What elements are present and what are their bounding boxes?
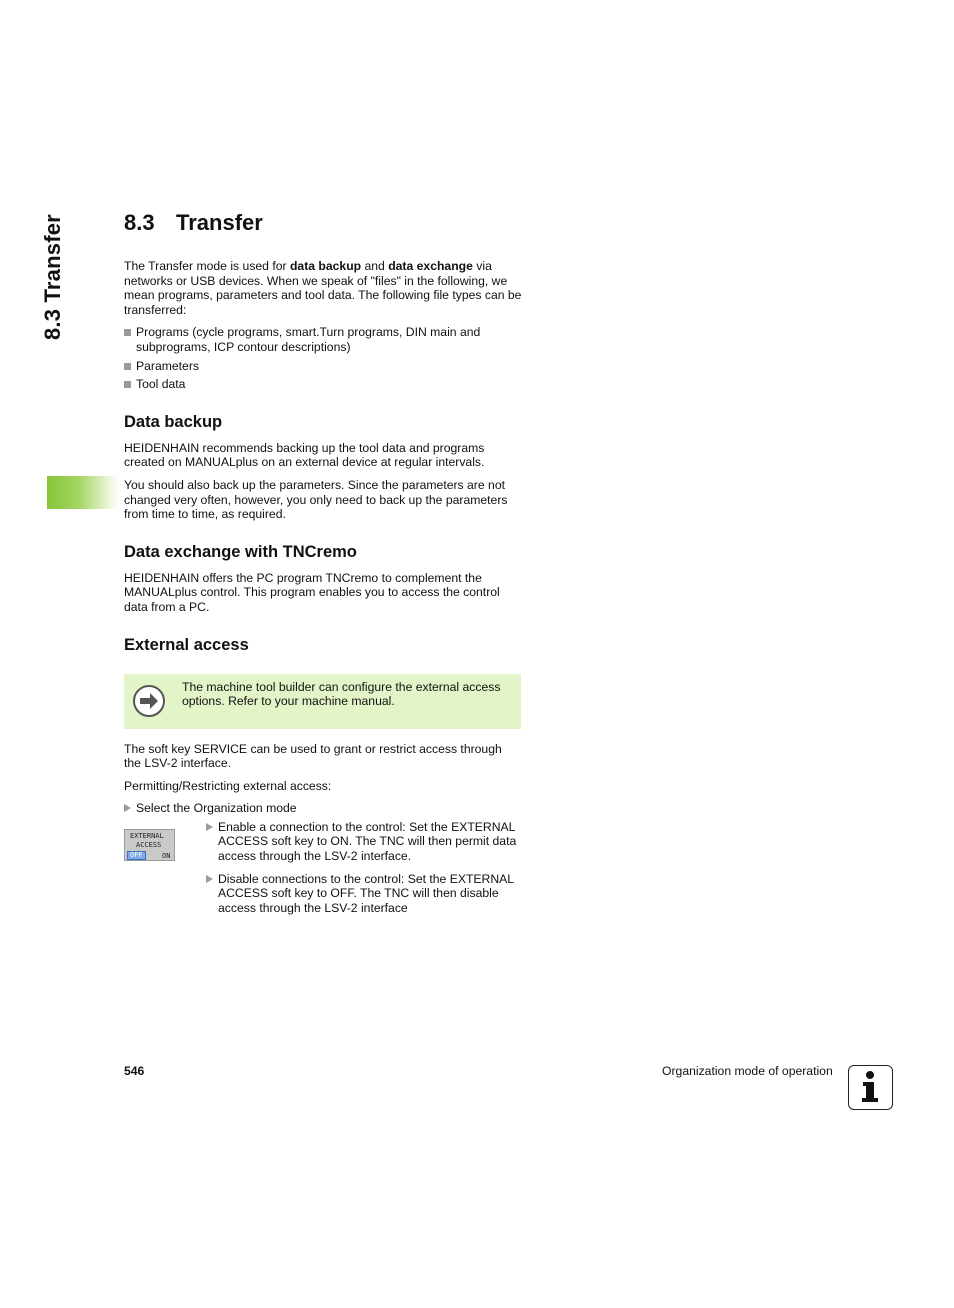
step-enable-connection: Enable a connection to the control: Set the EXTERNAL ACCESS soft key to ON. The TNC will then permit data access through the LSV-2 interface. — [206, 820, 522, 864]
note-text: The machine tool builder can configure the external access options. Refer to your machine manual. — [182, 679, 501, 709]
side-tab-title: 8.3 Transfer — [40, 214, 65, 340]
info-icon — [848, 1065, 893, 1110]
external-access-paragraph-2: Permitting/Restricting external access: — [124, 778, 332, 793]
triangle-bullet-icon — [124, 804, 131, 812]
note-box — [124, 674, 521, 729]
section-title — [124, 210, 522, 236]
intro-paragraph: The Transfer mode is used for data backup and data exchange via networks or USB devices. When we speak of "files" in the following, we mean programs, parameters and tool data. The following file types can be transferred: — [124, 259, 522, 317]
external-access-heading: External access — [124, 635, 249, 654]
triangle-bullet-icon — [206, 823, 213, 831]
triangle-bullet-icon — [206, 875, 213, 883]
external-access-softkey: EXTERNAL ACCESS OFF ON — [124, 829, 175, 861]
main-content — [124, 200, 522, 915]
arrow-right-icon — [133, 685, 165, 717]
data-exchange-heading: Data exchange with TNCremo — [124, 542, 357, 561]
page-number: 546 — [124, 1064, 145, 1078]
file-type-list — [124, 325, 522, 391]
section-title-text: Transfer — [176, 210, 263, 235]
softkey-off-state: OFF — [127, 851, 146, 860]
list-item: Parameters — [124, 359, 522, 374]
step-disable-connection: Disable connections to the control: Set the EXTERNAL ACCESS soft key to OFF. The TNC will then disable access through the LSV-2 interface — [206, 872, 522, 916]
data-exchange-paragraph: HEIDENHAIN offers the PC program TNCremo to complement the MANUALplus control. This program enables you to access the control data from a PC. — [124, 570, 500, 614]
data-backup-heading: Data backup — [124, 412, 223, 431]
list-item: Programs (cycle programs, smart.Turn programs, DIN main and subprograms, ICP contour descriptions) — [124, 325, 522, 354]
data-backup-paragraph-2: You should also back up the parameters. Since the parameters are not changed very often, however, you only need to back up the parameters from time to time, as required. — [124, 477, 508, 522]
section-number: 8.3 — [124, 210, 155, 235]
data-backup-paragraph-1: HEIDENHAIN recommends backing up the tool data and programs created on MANUALplus on an external device at regular intervals. — [124, 440, 485, 470]
list-item: Tool data — [124, 377, 522, 392]
side-tab-marker — [47, 476, 119, 509]
softkey-on-state: ON — [162, 852, 171, 860]
step-select-mode: Select the Organization mode — [124, 801, 522, 816]
footer-mode-title: Organization mode of operation — [662, 1064, 833, 1078]
external-access-paragraph-1: The soft key SERVICE can be used to grant or restrict access through the LSV-2 interface. — [124, 741, 502, 771]
